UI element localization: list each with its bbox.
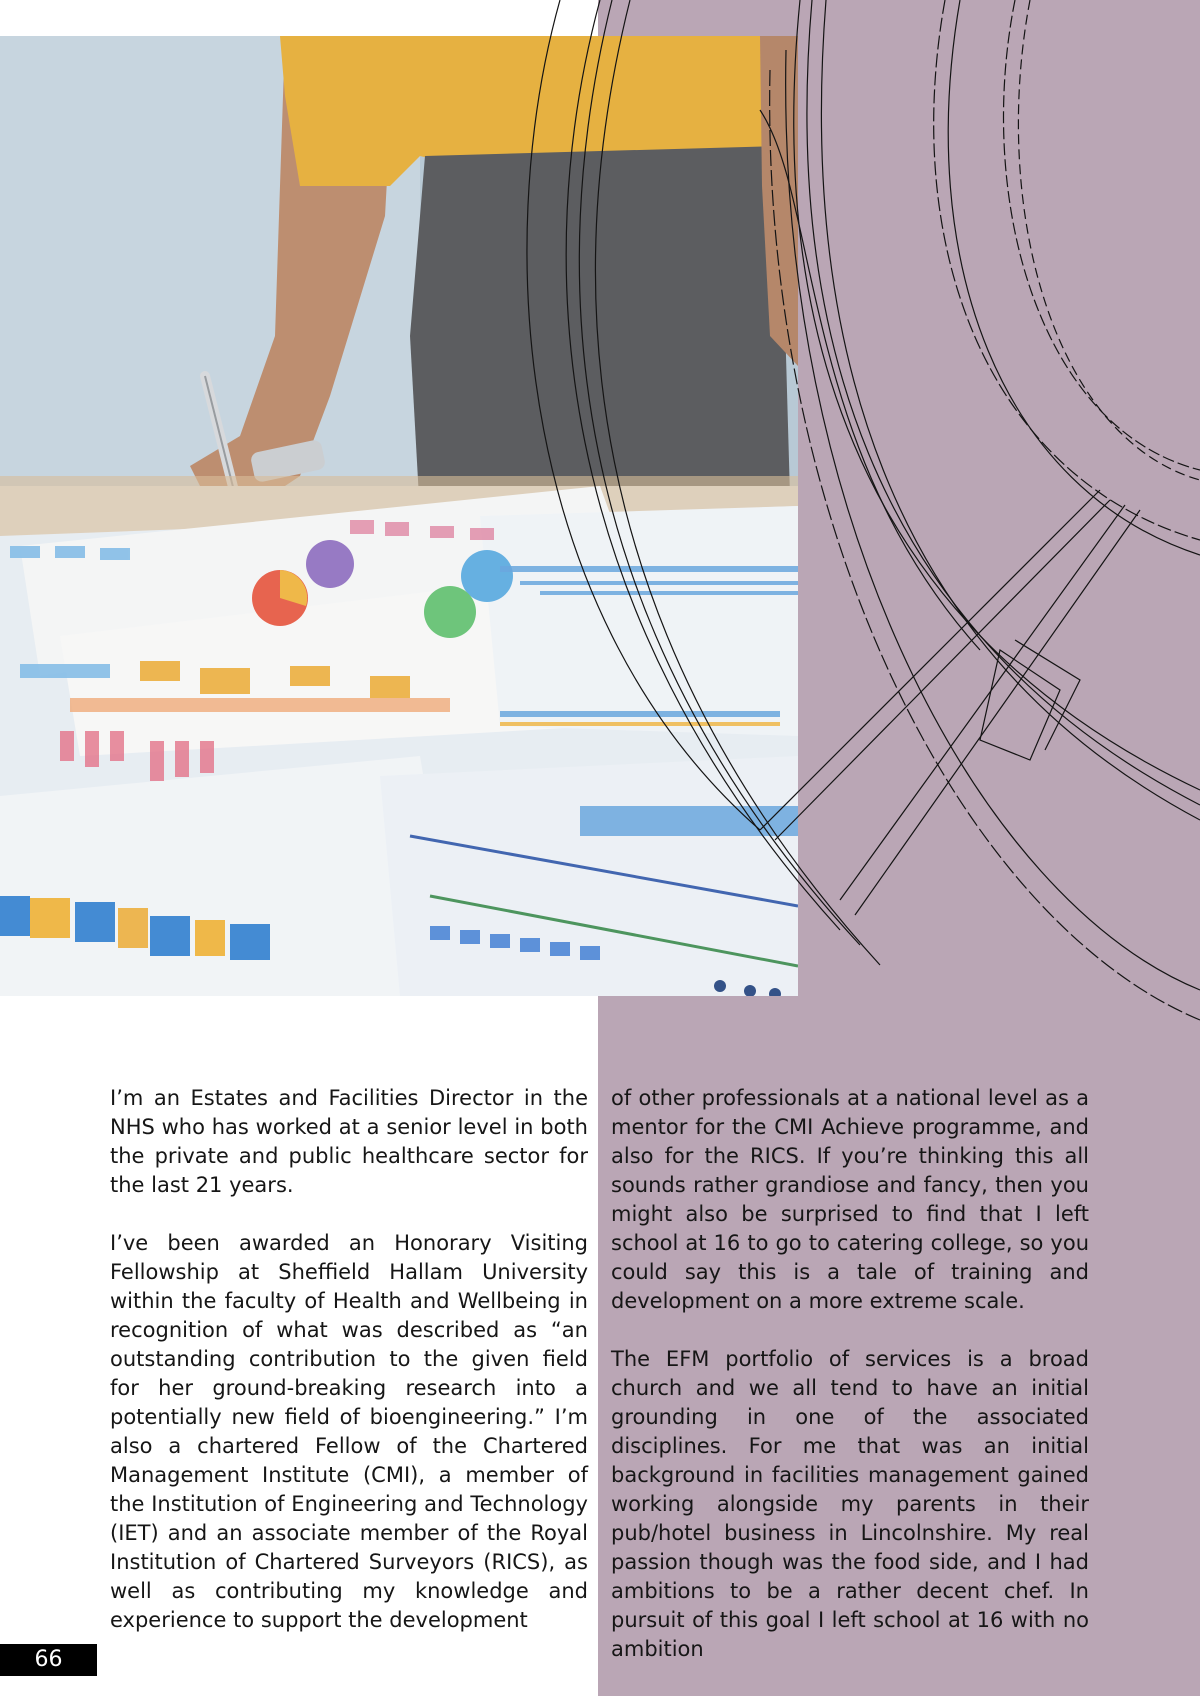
page-number: 66 bbox=[0, 1644, 97, 1676]
article-column-right bbox=[611, 1084, 1089, 1693]
article-paragraph: I’m an Estates and Facilities Director in the NHS who has worked at a senior level in both the private and public healthcare sector for the last 21 years. bbox=[110, 1086, 588, 1197]
article-paragraph: of other professionals at a national level as a mentor for the CMI Achieve programme, and also for the RICS. If you’re thinking this all sounds rather grandiose and fancy, then you might also be surprised to find that I left school at 16 to go to catering college, so you could say this is a tale of training and development on a more extreme scale. bbox=[611, 1086, 1089, 1313]
article-paragraph: The EFM portfolio of services is a broad church and we all tend to have an initial grounding in one of the associated disciplines. For me that was an initial background in facilities management gained working alongside my parents in their pub/hotel business in Lincolnshire. My real passion though was the food side, and I had ambitions to be a rather decent chef. In pursuit of this goal I left school at 16 with no ambition bbox=[611, 1347, 1089, 1661]
article-column-left bbox=[110, 1084, 588, 1664]
hero-photo-illustration bbox=[0, 36, 798, 996]
hero-photo bbox=[0, 36, 798, 996]
article-paragraph: I’ve been awarded an Honorary Visiting Fellowship at Sheffield Hallam University within the faculty of Health and Wellbeing in recognition of what was described as “an outstanding contribution to the given field for her ground-breaking research into a potentially new field of bioengineering.” I’m also a chartered Fellow of the Chartered Management Institute (CMI), a member of the Institution of Engineering and Technology (IET) and an associate member of the Royal Institution of Chartered Surveyors (RICS), as well as contributing my knowledge and experience to support the development bbox=[110, 1231, 588, 1632]
